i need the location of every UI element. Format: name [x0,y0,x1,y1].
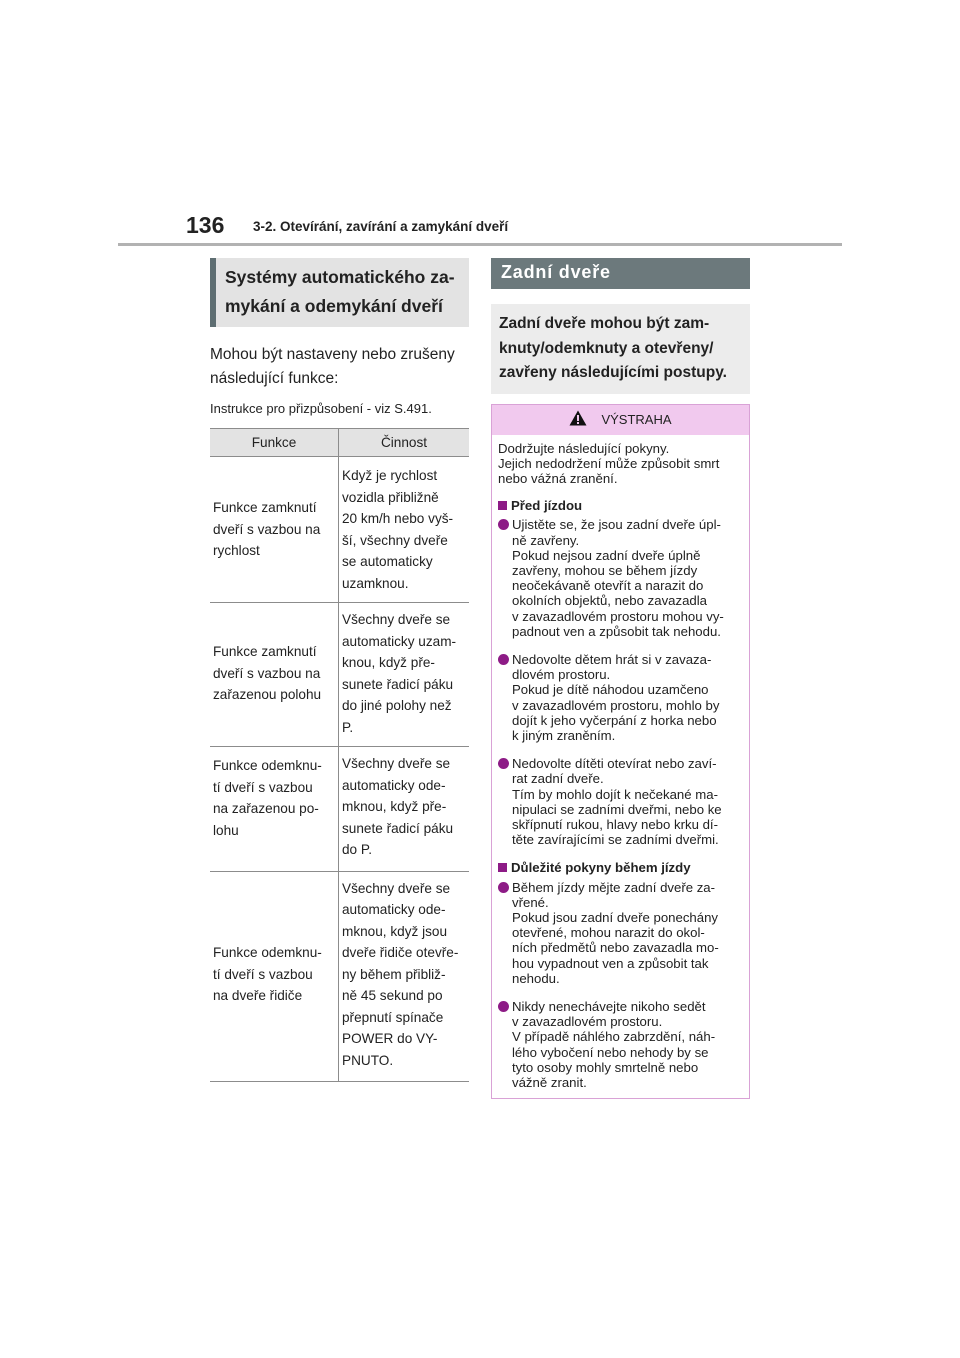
cell-line: mknou, když jsou [342,923,448,939]
cell-action [339,457,470,603]
warning-subheading [498,498,743,513]
cell-line: Funkce odemknu- [213,945,322,960]
cell-line: sunete řadicí páku [342,676,454,692]
table-body [210,457,469,1082]
cell-function [210,747,339,872]
table-row [210,871,469,1082]
cell-line: přepnutí spínače [342,1009,444,1025]
bullet-line: v zavazadlovém prostoru. [512,1014,663,1030]
bullet-line: Ujistěte se, že jsou zadní dveře úpl- [512,517,721,533]
cell-line: Když je rychlost [342,468,438,483]
cell-line: Funkce zamknutí [213,500,317,516]
section-title-rear-door: Zadní dveře [491,258,750,289]
customization-reference: Instrukce pro přizpůsobení - viz S.491. [210,401,432,416]
bullet-line: zavřeny, mohou se během jízdy [512,562,698,578]
cell-line: Funkce zamknutí [213,644,317,660]
intro-line: následující funkce: [210,369,339,387]
cell-function [210,603,339,747]
cell-line: mknou, když pře- [342,799,447,814]
warning-bullet [498,880,743,986]
cell-line: POWER do VY- [342,1031,438,1046]
bullet-dot-icon [498,882,509,893]
cell-line: ně 45 sekund po [342,988,443,1003]
cell-line: knou, když pře- [342,655,435,670]
warning-intro-line: nebo vážná zranění. [498,470,618,486]
cell-line: uzamknou. [342,575,409,591]
bullet-dot-icon [498,654,509,665]
bullet-line: V případě náhlého zabrzdění, náh- [512,1029,716,1045]
cell-line: na dveře řidiče [213,988,303,1003]
cell-line: dveří s vazbou na [213,521,321,537]
bullet-line: ních předmětů nebo zavazadla mo- [512,940,719,956]
bullet-text [512,756,743,847]
cell-line: dveří s vazbou na [213,665,321,681]
bullet-line: vřené. [512,894,549,910]
cell-line: automaticky uzam- [342,633,457,649]
warning-intro [498,441,743,487]
bullet-line: v zavazadlovém prostoru, mohlo by [512,697,720,713]
cell-function [210,457,339,603]
bullet-line: Pokud nejsou zadní dveře úplně [512,547,701,563]
warning-intro-line: Dodržujte následující pokyny. [498,440,670,456]
cell-line: PNUTO. [342,1052,394,1068]
cell-function [210,871,339,1082]
cell-line: dveře řidiče otevře- [342,945,459,960]
bullet-text [512,517,743,639]
bullet-line: Pokud jsou zadní dveře ponechány [512,909,719,925]
bullet-line: ně zavřeny. [512,532,580,548]
cell-line: Funkce odemknu- [213,758,322,773]
cell-line: Všechny dveře se [342,756,451,771]
cell-line: lohu [213,822,239,838]
cell-line: Všechny dveře se [342,612,451,627]
bullet-line: okolních objektů, nebo zavazadla [512,593,708,609]
left-column [210,258,469,1082]
header-rule [118,243,842,246]
warning-header [492,405,749,435]
bullet-line: Nikdy nenechávejte nikoho sedět [512,999,706,1014]
bullet-text [512,652,743,743]
bullet-line: skřípnutí rukou, hlavy nebo krku dí- [512,816,718,832]
cell-line: vozidla přibližně [342,489,439,505]
bullet-line: nipulaci se zadními dveřmi, nebo ke [512,801,722,817]
bullet-text [512,880,743,986]
bullet-line: tyto osoby mohly smrtelně nebo [512,1059,699,1075]
bullet-dot-icon [498,1001,509,1012]
section-title-auto-locking [210,258,469,327]
table-row [210,457,469,603]
subtitle-line: knuty/odemknuty a otevřeny/ [499,339,714,357]
intro-text [210,343,469,390]
cell-line: na zařazenou po- [213,801,319,816]
cell-action [339,871,470,1082]
bullet-line: otevřené, mohou narazit do okol- [512,925,705,941]
bullet-line: padnout ven a způsobit tak nehodu. [512,623,721,639]
table-row [210,603,469,747]
warning-body [492,435,749,1099]
warning-box [491,404,750,1100]
cell-line: se automaticky [342,554,433,569]
right-column [491,258,750,1099]
cell-action [339,747,470,872]
column-header-action: Činnost [339,429,470,457]
cell-line: P. [342,719,354,735]
bullet-dot-icon [498,519,509,530]
bullet-line: lého vybočení nebo nehody by se [512,1044,709,1060]
bullet-line: k jiným zraněním. [512,727,616,743]
cell-line: ny během přibliž- [342,966,446,982]
warning-bullet [498,517,743,639]
warning-subheading-text: Před jízdou [511,498,583,514]
page-number: 136 [186,212,225,238]
cell-line: rychlost [213,543,260,559]
cell-line: tí dveří s vazbou [213,966,313,982]
cell-line: zařazenou polohu [213,687,322,703]
warning-triangle-icon [569,410,587,429]
table-header-row [210,429,469,457]
bullet-line: Během jízdy mějte zadní dveře za- [512,879,716,895]
square-bullet-icon [498,501,507,510]
cell-line: do P. [342,842,372,857]
intro-line: Mohou být nastaveny nebo zrušeny [210,346,455,363]
subtitle-line: zavřeny následujícími postupy. [499,364,727,381]
bullet-line: nehodu. [512,970,560,986]
subtitle-line: Zadní dveře mohou být zam- [499,315,710,332]
bullet-line: neočekávaně otevřít a narazit do [512,578,704,594]
bullet-line: Tím by mohlo dojít k nečekané ma- [512,786,718,802]
bullet-dot-icon [498,758,509,769]
bullet-line: v zavazadlovém prostoru mohou vy- [512,608,724,624]
function-table [210,428,469,1082]
bullet-line: hou vypadnout ven a způsobit tak [512,955,709,971]
bullet-text [512,999,743,1090]
title-line: Systémy automatického za- [225,267,455,287]
bullet-line: rat zadní dveře. [512,771,604,787]
cell-line: 20 km/h nebo vyš- [342,511,454,526]
table-row [210,747,469,872]
bullet-line: dlovém prostoru. [512,667,611,683]
bullet-line: těte zavírajícími se zadními dveřmi. [512,832,719,848]
warning-label: VÝSTRAHA [601,412,672,427]
cell-line: Všechny dveře se [342,880,451,896]
bullet-line: Pokud je dítě náhodou uzamčeno [512,682,709,698]
column-header-function: Funkce [210,429,339,457]
cell-line: ší, všechny dveře [342,532,448,548]
bullet-line: dojít k jeho vyčerpání z horka nebo [512,712,717,728]
bullet-line: Nedovolte dítěti otevírat nebo zaví- [512,756,717,772]
cell-line: automaticky ode- [342,777,446,793]
square-bullet-icon [498,863,507,872]
cell-line: sunete řadicí páku [342,820,454,836]
warning-subheading [498,860,743,875]
cell-line: tí dveří s vazbou [213,779,313,795]
running-header: 3-2. Otevírání, zavírání a zamykání dveří [253,219,509,234]
bullet-line: vážně zranit. [512,1075,587,1091]
bullet-line: Nedovolte dětem hrát si v zavaza- [512,651,712,667]
cell-action [339,603,470,747]
cell-line: do jiné polohy než [342,698,452,713]
subsection-box [491,304,750,394]
cell-line: automaticky ode- [342,902,446,917]
warning-intro-line: Jejich nedodržení může způsobit smrt [498,455,720,471]
warning-bullet [498,999,743,1090]
title-line: mykání a odemykání dveří [225,296,443,316]
warning-subheading-text: Důležité pokyny během jízdy [511,860,691,876]
warning-bullet [498,756,743,847]
warning-bullet [498,652,743,743]
